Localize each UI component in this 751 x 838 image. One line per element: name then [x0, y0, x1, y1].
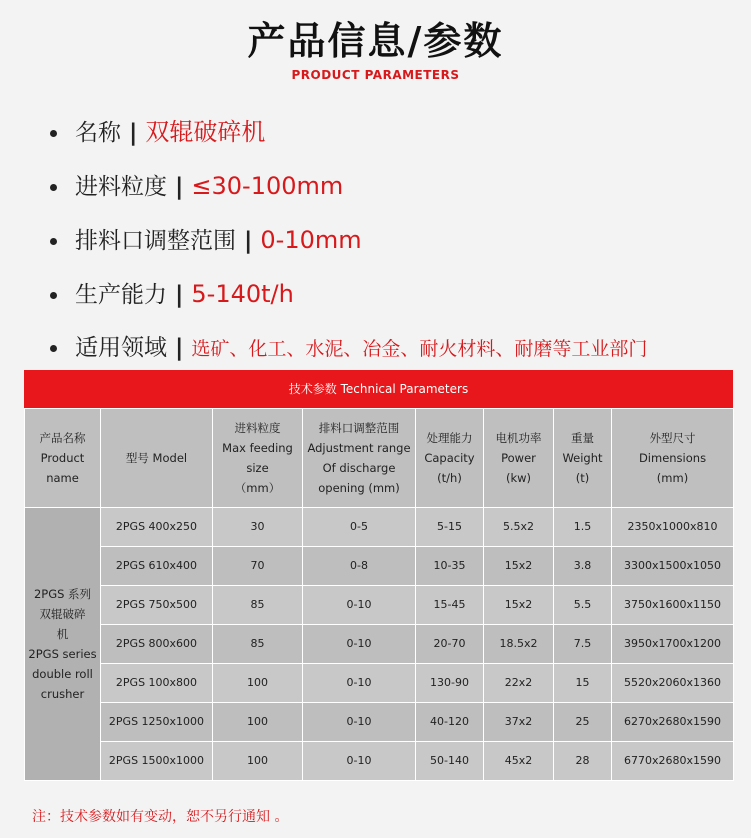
- cell-capacity: 10-35: [416, 547, 484, 586]
- cell-capacity: 15-45: [416, 586, 484, 625]
- header-line: 产品名称: [39, 431, 86, 445]
- cell-capacity: 20-70: [416, 625, 484, 664]
- table-header-row: [25, 409, 734, 508]
- spec-item-discharge-range: [50, 220, 647, 274]
- cell-model: 2PGS 610x400: [101, 547, 213, 586]
- col-header-capacity: [416, 409, 484, 508]
- spec-item-feed-size: [50, 166, 647, 220]
- spec-separator: |: [175, 174, 184, 200]
- page-subtitle: PRODUCT PARAMETERS: [291, 68, 460, 82]
- header-line: size: [246, 461, 269, 475]
- header-line: Max feeding: [222, 441, 293, 455]
- spec-separator: |: [175, 282, 184, 308]
- cell-feed-size: 100: [213, 742, 303, 781]
- spec-value: 选矿、化工、水泥、冶金、耐火材料、耐磨等工业部门: [191, 338, 648, 360]
- col-header-feed-size: [213, 409, 303, 508]
- parameters-table-section: [24, 370, 733, 781]
- cell-discharge: 0-10: [303, 742, 416, 781]
- header-line: Dimensions: [638, 451, 707, 465]
- cell-model: 2PGS 1250x1000: [101, 703, 213, 742]
- group-line: 双辊破碎: [39, 607, 86, 621]
- header-line: (mm): [656, 471, 689, 485]
- header-line: 重量: [571, 431, 594, 445]
- spec-separator: |: [175, 335, 184, 361]
- header-line: opening (mm): [318, 481, 400, 495]
- cell-weight: 3.8: [554, 547, 612, 586]
- cell-dimensions: 6270x2680x1590: [612, 703, 734, 742]
- header-line: （mm）: [234, 481, 281, 495]
- cell-capacity: 40-120: [416, 703, 484, 742]
- cell-discharge: 0-10: [303, 586, 416, 625]
- spec-separator: |: [244, 228, 253, 254]
- spec-item-name: [50, 112, 647, 166]
- cell-feed-size: 30: [213, 508, 303, 547]
- cell-feed-size: 100: [213, 703, 303, 742]
- spec-label: 进料粒度: [75, 174, 167, 200]
- group-line: double roll: [32, 667, 93, 681]
- header-line: 排料口调整范围: [318, 421, 400, 435]
- spec-value: ≤30-100mm: [191, 172, 344, 200]
- header-line: 处理能力: [426, 431, 473, 445]
- cell-model: 2PGS 100x800: [101, 664, 213, 703]
- table-row: [25, 742, 734, 781]
- table-row: [25, 625, 734, 664]
- cell-capacity: 5-15: [416, 508, 484, 547]
- cell-power: 45x2: [484, 742, 554, 781]
- table-row: [25, 664, 734, 703]
- cell-model: 2PGS 1500x1000: [101, 742, 213, 781]
- cell-weight: 1.5: [554, 508, 612, 547]
- cell-feed-size: 85: [213, 625, 303, 664]
- bullet-icon: [50, 345, 57, 352]
- spec-label: 名称: [75, 120, 121, 146]
- cell-capacity: 130-90: [416, 664, 484, 703]
- col-header-product-name: [25, 409, 101, 508]
- header-line: (t): [575, 471, 590, 485]
- parameters-table: [24, 408, 734, 781]
- cell-dimensions: 3300x1500x1050: [612, 547, 734, 586]
- cell-discharge: 0-10: [303, 703, 416, 742]
- header-line: 型号 Model: [125, 451, 188, 465]
- spec-separator: |: [129, 120, 138, 146]
- col-header-discharge: [303, 409, 416, 508]
- header-line: Adjustment range: [307, 441, 411, 455]
- spec-label: 生产能力: [75, 282, 167, 308]
- cell-feed-size: 100: [213, 664, 303, 703]
- spec-value: 5-140t/h: [191, 280, 294, 308]
- cell-power: 22x2: [484, 664, 554, 703]
- spec-value: 双辊破碎机: [145, 118, 266, 146]
- cell-weight: 5.5: [554, 586, 612, 625]
- group-line: 机: [56, 627, 69, 641]
- bullet-icon: [50, 238, 57, 245]
- group-line: 2PGS 系列: [33, 587, 92, 601]
- cell-feed-size: 85: [213, 586, 303, 625]
- spec-item-capacity: [50, 274, 647, 328]
- header-line: name: [46, 471, 79, 485]
- cell-weight: 28: [554, 742, 612, 781]
- cell-dimensions: 6770x2680x1590: [612, 742, 734, 781]
- cell-power: 18.5x2: [484, 625, 554, 664]
- cell-model: 2PGS 800x600: [101, 625, 213, 664]
- group-line: crusher: [40, 687, 85, 701]
- cell-weight: 15: [554, 664, 612, 703]
- cell-weight: 7.5: [554, 625, 612, 664]
- cell-model: 2PGS 400x250: [101, 508, 213, 547]
- cell-model: 2PGS 750x500: [101, 586, 213, 625]
- cell-power: 15x2: [484, 547, 554, 586]
- cell-power: 15x2: [484, 586, 554, 625]
- cell-dimensions: 5520x2060x1360: [612, 664, 734, 703]
- table-title-bar: 技术参数 Technical Parameters: [24, 370, 733, 408]
- header-line: Capacity: [424, 451, 475, 465]
- cell-discharge: 0-10: [303, 625, 416, 664]
- group-line: 2PGS series: [28, 647, 97, 661]
- cell-discharge: 0-8: [303, 547, 416, 586]
- header-line: Power: [501, 451, 536, 465]
- cell-dimensions: 2350x1000x810: [612, 508, 734, 547]
- disclaimer-note: 注：技术参数如有变动，恕不另行通知 。: [32, 809, 289, 825]
- col-header-model: [101, 409, 213, 508]
- cell-discharge: 0-10: [303, 664, 416, 703]
- cell-capacity: 50-140: [416, 742, 484, 781]
- table-row: [25, 586, 734, 625]
- bullet-icon: [50, 130, 57, 137]
- table-row: [25, 703, 734, 742]
- cell-power: 37x2: [484, 703, 554, 742]
- header-line: (t/h): [437, 471, 462, 485]
- table-body: [25, 508, 734, 781]
- spec-label: 排料口调整范围: [75, 228, 236, 254]
- spec-list: [50, 112, 647, 382]
- col-header-weight: [554, 409, 612, 508]
- cell-dimensions: 3750x1600x1150: [612, 586, 734, 625]
- cell-feed-size: 70: [213, 547, 303, 586]
- header-line: Of discharge: [322, 461, 396, 475]
- spec-value: 0-10mm: [260, 226, 362, 254]
- cell-dimensions: 3950x1700x1200: [612, 625, 734, 664]
- cell-weight: 25: [554, 703, 612, 742]
- table-row: [25, 547, 734, 586]
- cell-discharge: 0-5: [303, 508, 416, 547]
- table-row: [25, 508, 734, 547]
- header-line: Weight: [562, 451, 603, 465]
- spec-label: 适用领域: [75, 335, 167, 361]
- header-line: Product: [40, 451, 85, 465]
- product-group-cell: [25, 508, 101, 781]
- header-line: 外型尺寸: [649, 431, 696, 445]
- col-header-dimensions: [612, 409, 734, 508]
- bullet-icon: [50, 184, 57, 191]
- header-line: 进料粒度: [234, 421, 281, 435]
- cell-power: 5.5x2: [484, 508, 554, 547]
- header-line: 电机功率: [495, 431, 542, 445]
- bullet-icon: [50, 292, 57, 299]
- header-line: (kw): [505, 471, 532, 485]
- page-title: 产品信息/参数: [247, 19, 504, 63]
- col-header-power: [484, 409, 554, 508]
